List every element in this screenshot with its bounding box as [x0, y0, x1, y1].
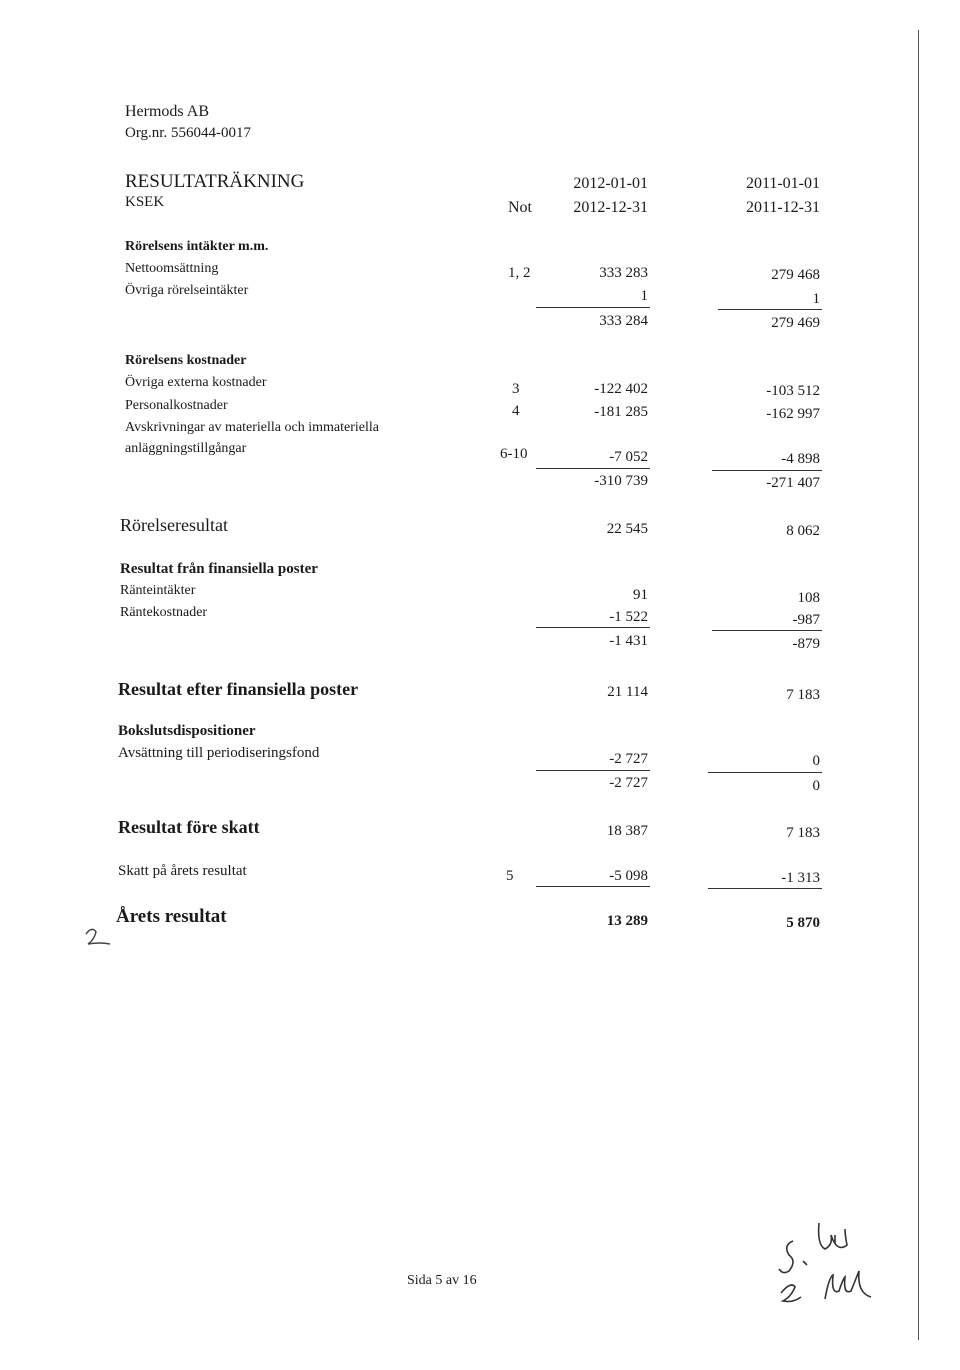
- unit-label: KSEK: [125, 194, 165, 210]
- arets-resultat-2011: 5 870: [786, 915, 820, 931]
- row-not: 6-10: [500, 446, 528, 462]
- row-label: Ränteintäkter: [120, 583, 196, 598]
- period-2011-end: 2011-12-31: [745, 199, 820, 216]
- efter-fin-label: Resultat efter finansiella poster: [118, 679, 359, 699]
- skatt-not: 5: [506, 868, 514, 884]
- period-2011-start: 2011-01-01: [745, 175, 820, 192]
- row-label: Övriga rörelseintäkter: [125, 283, 249, 298]
- row-value-2011: -987: [792, 612, 820, 628]
- section-heading-intakter: Rörelsens intäkter m.m.: [125, 239, 269, 254]
- subtotal-rule: [712, 630, 822, 631]
- row-value-2012: 91: [633, 587, 648, 603]
- subtotal-rule: [708, 888, 822, 889]
- row-value-2011: 0: [812, 753, 820, 769]
- subtotal-value-2012: -1 431: [609, 633, 648, 649]
- subtotal-value-2011: -879: [792, 636, 820, 652]
- row-value-2011: 279 468: [771, 267, 820, 283]
- org-number: Org.nr. 556044-0017: [125, 125, 251, 141]
- subtotal-rule: [708, 772, 822, 773]
- row-not: 1, 2: [508, 265, 531, 281]
- row-value-2011: -4 898: [781, 451, 820, 467]
- subtotal-value-2011: -271 407: [766, 475, 820, 491]
- section-heading-kostnader: Rörelsens kostnader: [125, 353, 247, 368]
- row-label: Nettoomsättning: [125, 261, 219, 276]
- row-label-continued: anläggningstillgångar: [125, 441, 247, 456]
- skatt-2011: -1 313: [781, 870, 820, 886]
- fore-skatt-2011: 7 183: [786, 825, 820, 841]
- row-value-2012: -2 727: [609, 751, 648, 767]
- row-not: 3: [512, 381, 520, 397]
- efter-fin-2012: 21 114: [607, 684, 648, 700]
- row-value-2012: -181 285: [594, 404, 648, 420]
- row-label: Räntekostnader: [120, 605, 208, 620]
- row-value-2012: 1: [640, 288, 648, 304]
- subtotal-value-2012: 333 284: [599, 313, 648, 329]
- period-2012-start: 2012-01-01: [573, 175, 648, 192]
- subtotal-rule: [536, 627, 650, 628]
- subtotal-rule: [536, 307, 650, 308]
- rorelseresultat-label: Rörelseresultat: [120, 515, 228, 535]
- arets-resultat-label: Årets resultat: [116, 906, 227, 927]
- skatt-2012: -5 098: [609, 868, 648, 884]
- efter-fin-2011: 7 183: [786, 687, 820, 703]
- not-column-header: Not: [508, 199, 532, 216]
- rorelseresultat-2011: 8 062: [786, 523, 820, 539]
- row-label: Avskrivningar av materiella och immateriella: [125, 420, 379, 435]
- subtotal-value-2011: 0: [812, 778, 820, 794]
- row-not: 4: [512, 403, 520, 419]
- section-heading-finansiella: Resultat från finansiella poster: [120, 561, 318, 577]
- rorelseresultat-2012: 22 545: [606, 521, 648, 537]
- subtotal-value-2012: -2 727: [609, 775, 648, 791]
- row-value-2012: -122 402: [594, 381, 648, 397]
- page-number: Sida 5 av 16: [407, 1273, 477, 1288]
- row-value-2012: -1 522: [609, 609, 648, 625]
- subtotal-rule: [718, 309, 822, 310]
- handwritten-initials: [775, 1205, 895, 1315]
- scan-margin-line: [918, 30, 919, 1340]
- subtotal-rule: [712, 470, 822, 471]
- arets-resultat-2012: 13 289: [606, 913, 648, 929]
- subtotal-value-2012: -310 739: [594, 473, 648, 489]
- row-value-2011: 108: [797, 590, 820, 606]
- row-value-2012: 333 283: [599, 265, 648, 281]
- fore-skatt-2012: 18 387: [606, 823, 648, 839]
- row-label: Avsättning till periodiseringsfond: [118, 745, 320, 761]
- row-label: Personalkostnader: [125, 398, 228, 413]
- fore-skatt-label: Resultat före skatt: [118, 817, 260, 837]
- company-name: Hermods AB: [125, 103, 209, 120]
- subtotal-rule: [536, 770, 650, 771]
- period-2012-end: 2012-12-31: [573, 199, 648, 216]
- subtotal-rule: [536, 886, 650, 887]
- row-value-2011: -162 997: [766, 406, 820, 422]
- subtotal-rule: [536, 468, 650, 469]
- row-label: Övriga externa kostnader: [125, 375, 267, 390]
- handwritten-mark: [80, 920, 120, 950]
- row-value-2011: 1: [812, 291, 820, 307]
- row-value-2011: -103 512: [766, 383, 820, 399]
- skatt-label: Skatt på årets resultat: [118, 863, 247, 879]
- row-value-2012: -7 052: [609, 449, 648, 465]
- section-heading-boksluts: Bokslutsdispositioner: [118, 723, 256, 739]
- subtotal-value-2011: 279 469: [771, 315, 820, 331]
- statement-title: RESULTATRÄKNING: [125, 171, 305, 192]
